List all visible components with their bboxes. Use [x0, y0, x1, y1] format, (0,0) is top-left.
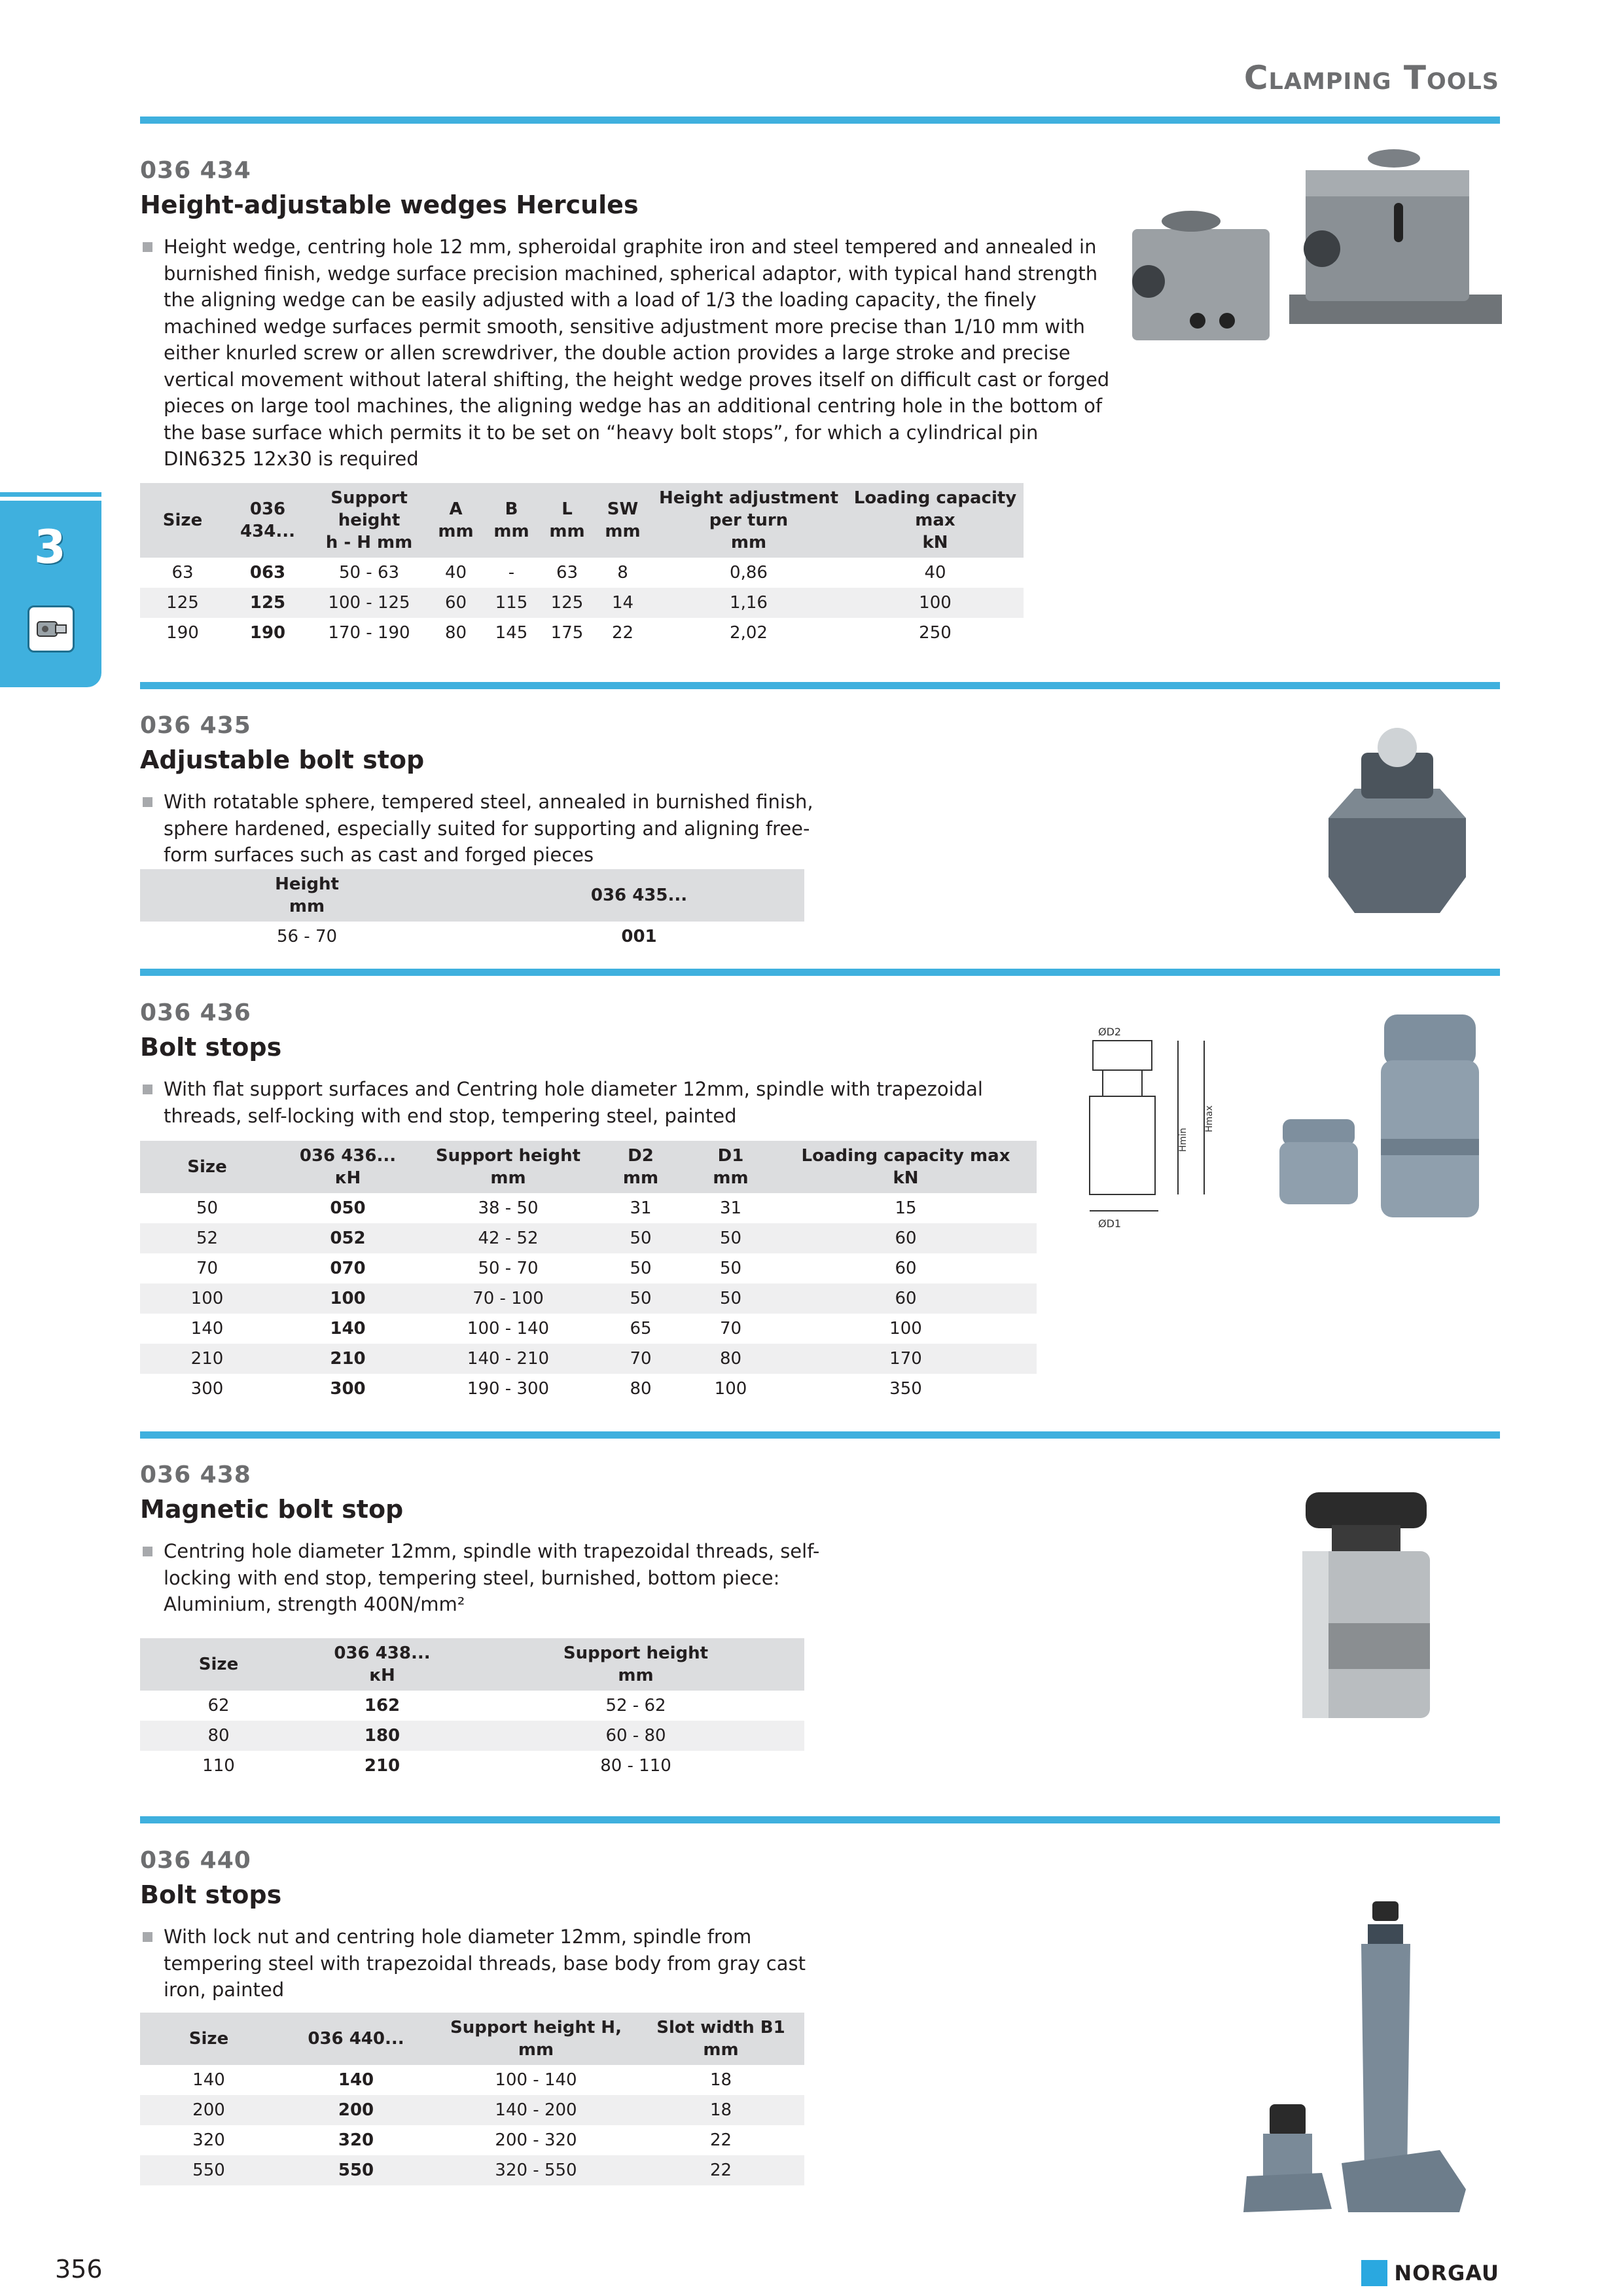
- table-row: 210 210 140 - 210 70 80 170: [140, 1344, 1037, 1374]
- tall-bolt-stop-photo: [1243, 1901, 1486, 2215]
- section-036-440: [140, 1847, 827, 2003]
- column-header: 036 436... кН: [274, 1141, 421, 1193]
- section-title: Bolt stops: [140, 1033, 282, 1062]
- table-row: 56 - 70 001: [276, 927, 657, 946]
- table-row: 80 180 60 - 80: [140, 1721, 804, 1751]
- section-code: 036 440: [140, 1847, 251, 1874]
- d2-label: ØD2: [1098, 1026, 1122, 1038]
- column-header: Size: [140, 1638, 297, 1691]
- bolt-stop-drawing: [1080, 1021, 1237, 1237]
- section-divider: [140, 117, 1500, 124]
- table-row: 140 140 100 - 140 65 70 100: [190, 1319, 922, 1338]
- table-row: 320 320 200 - 320 22: [192, 2130, 732, 2150]
- section-036-434: [140, 157, 1122, 473]
- table-row: 100 100 70 - 100 50 50 60: [140, 1283, 1037, 1314]
- wedge-photo: [1119, 144, 1502, 370]
- section-divider: [140, 1431, 1500, 1439]
- section-code: 036 435: [140, 712, 251, 739]
- table-row: 62 162 52 - 62: [207, 1696, 666, 1715]
- table-row: 200 200 140 - 200 18: [140, 2095, 804, 2125]
- column-header: 036 438... кН: [297, 1638, 467, 1691]
- spec-table-036-436: [140, 1141, 1037, 1404]
- bullet-icon: [143, 1932, 152, 1942]
- section-036-435: [140, 712, 827, 869]
- magnetic-stop-photo: [1302, 1492, 1433, 1721]
- section-title: Adjustable bolt stop: [140, 745, 425, 774]
- section-description: With rotatable sphere, tempered steel, annealed in burnished finish, sphere hardened, especially suited for supporting and aligning free-form surfaces such as cast and forged pieces: [140, 789, 827, 869]
- table-row: 190 190 170 - 190 80 145 175 22 2,02 250: [166, 623, 952, 643]
- bullet-icon: [143, 242, 152, 252]
- section-description: With flat support surfaces and Centring hole diameter 12mm, spindle with trapezoidal threads, self-locking with end stop, tempering steel, painted: [140, 1076, 1056, 1129]
- column-header: Slot width B1 mm: [637, 2013, 804, 2065]
- brand-name: NORGAU: [1394, 2261, 1499, 2286]
- section-code: 036 436: [140, 999, 251, 1026]
- tool-icon: [27, 605, 75, 653]
- hmin-label: Hmin: [1178, 1128, 1188, 1152]
- column-header: Support height mm: [421, 1141, 595, 1193]
- column-header: Loading capacity max kN: [775, 1141, 1037, 1193]
- d1-label: ØD1: [1098, 1217, 1122, 1230]
- ball-stop-photo: [1315, 726, 1479, 916]
- column-header: D2 mm: [595, 1141, 687, 1193]
- section-title: Bolt stops: [140, 1880, 282, 1909]
- bolt-stop-photo: [1276, 1008, 1479, 1217]
- bullet-icon: [143, 1547, 152, 1556]
- table-row: 550 550 320 - 550 22: [140, 2155, 804, 2185]
- table-row: 63 063 50 - 63 40 - 63 8 0,86 40: [171, 563, 946, 583]
- section-036-436: [140, 999, 1056, 1129]
- section-divider: [140, 1816, 1500, 1823]
- page-header-title: Clamping Tools: [1243, 59, 1499, 97]
- column-header: Height adjustment per turn mm: [651, 483, 847, 558]
- section-description: Height wedge, centring hole 12 mm, spheroidal graphite iron and steel tempered and annealed in burnished finish, wedge surface precision machined, spherical adaptor, with typical hand strength the aligning wedge can be easily adjusted with a load of 1/3 the loading capacity, the finely machined wedge surfaces permit smooth, sensitive adjustment more precise than 1/10 mm with either knurled screw or allen screwdriver, the double action provides a large stroke and precise vertical movement without lateral shifting, the height wedge proves itself on difficult cast or forged pieces on large tool machines, the aligning wedge has an additional centring hole in the bottom of the base surface which permits it to be set on “heavy bolt stops”, for which a cylindrical pin DIN6325 12x30 is required: [140, 234, 1122, 473]
- column-header: Size: [140, 1141, 274, 1193]
- column-header: Support height H, mm: [435, 2013, 637, 2065]
- spec-table-036-434: [140, 483, 1024, 648]
- table-row: 125 125 100 - 125 60 115 125 14 1,16 100: [140, 588, 1024, 618]
- section-036-438: [140, 1462, 827, 1618]
- section-divider: [140, 969, 1500, 976]
- column-header: Size: [140, 2013, 277, 2065]
- brand-logo: [1361, 2260, 1499, 2286]
- table-row: 50 050 38 - 50 31 31 15: [196, 1198, 917, 1218]
- column-header: SW mm: [595, 483, 651, 558]
- column-header: Height mm: [140, 869, 474, 922]
- page-number: 356: [55, 2255, 103, 2284]
- section-title: Height-adjustable wedges Hercules: [140, 190, 639, 219]
- column-header: L mm: [539, 483, 595, 558]
- table-row: 70 070 50 - 70 50 50 60: [196, 1259, 917, 1278]
- table-row: 52 052 42 - 52 50 50 60: [140, 1223, 1037, 1253]
- section-title: Magnetic bolt stop: [140, 1495, 404, 1524]
- table-row: 140 140 100 - 140 18: [192, 2070, 732, 2090]
- logo-square-icon: [1361, 2260, 1387, 2286]
- column-header: B mm: [484, 483, 539, 558]
- column-header: A mm: [428, 483, 484, 558]
- table-row: 300 300 190 - 300 80 100 350: [190, 1379, 922, 1399]
- column-header: Support height h - H mm: [310, 483, 428, 558]
- column-header: Support height mm: [467, 1638, 804, 1691]
- spec-table-036-440: [140, 2013, 804, 2185]
- column-header: Loading capacity max kN: [847, 483, 1024, 558]
- table-row: 110 210 80 - 110: [202, 1756, 671, 1776]
- column-header: 036 440...: [277, 2013, 435, 2065]
- spec-table-036-438: [140, 1638, 804, 1781]
- chapter-number: 3: [34, 520, 66, 574]
- section-divider: [140, 682, 1500, 689]
- chapter-tab[interactable]: [0, 501, 101, 687]
- side-tab-line: [0, 492, 101, 497]
- section-code: 036 434: [140, 157, 251, 184]
- hmax-label: Hmax: [1204, 1105, 1215, 1132]
- section-description: With lock nut and centring hole diameter 12mm, spindle from tempering steel with trapezoidal threads, base body from gray cast iron, painted: [140, 1924, 827, 2003]
- column-header: D1 mm: [687, 1141, 775, 1193]
- column-header: 036 434...: [225, 483, 310, 558]
- section-code: 036 438: [140, 1462, 251, 1488]
- section-description: Centring hole diameter 12mm, spindle with trapezoidal threads, self-locking with end stop, tempering steel, burnished, bottom piece: Aluminium, strength 400N/mm²: [140, 1538, 827, 1618]
- column-header: Size: [140, 483, 225, 558]
- bullet-icon: [143, 1085, 152, 1094]
- spec-table-036-435: [140, 869, 804, 952]
- column-header: 036 435...: [474, 869, 804, 922]
- bullet-icon: [143, 797, 152, 807]
